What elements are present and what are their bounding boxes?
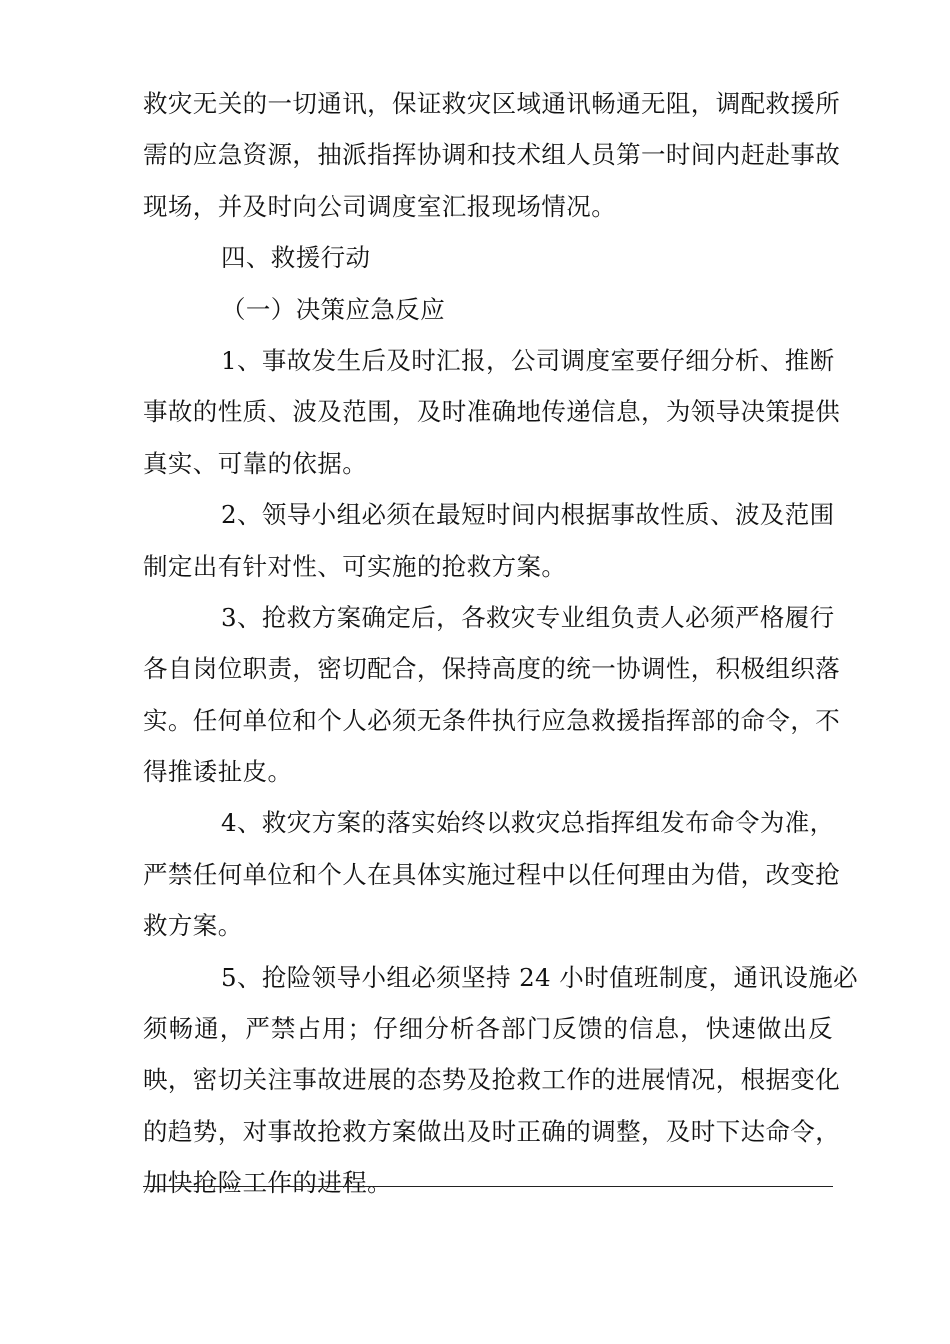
text-line: 事故的性质、波及范围，及时准确地传递信息，为领导决策提供: [143, 397, 841, 427]
text-line: 2、领导小组必须在最短时间内根据事故性质、波及范围: [221, 500, 835, 530]
text-line: 现场，并及时向公司调度室汇报现场情况。: [143, 191, 617, 221]
text-line: 真实、可靠的依据。: [143, 448, 368, 478]
text-line: 须畅通，严禁占用；仔细分析各部门反馈的信息，快速做出反: [143, 1014, 833, 1044]
text-line: 实。任何单位和个人必须无条件执行应急救援指挥部的命令，不: [143, 705, 841, 735]
text-line: 救方案。: [143, 911, 243, 941]
text-line: 得推诿扯皮。: [143, 757, 293, 787]
text-line: 救灾无关的一切通讯，保证救灾区域通讯畅通无阻，调配救援所: [143, 89, 841, 118]
text-line: 的趋势，对事故抢救方案做出及时正确的调整，及时下达命令，: [143, 1116, 841, 1146]
text-line: 制定出有针对性、可实施的抢救方案。: [143, 551, 567, 581]
section-heading: 四、救援行动: [221, 243, 371, 273]
text-line: 加快抢险工作的进程。: [143, 1168, 392, 1198]
text-line: 各自岗位职责，密切配合，保持高度的统一协调性，积极组织落: [143, 654, 841, 684]
text-line: 4、救灾方案的落实始终以救灾总指挥组发布命令为准，: [221, 808, 835, 838]
text-line: 5、抢险领导小组必须坚持 24 小时值班制度，通讯设施必: [221, 962, 859, 992]
text-line: 3、抢救方案确定后，各救灾专业组负责人必须严格履行: [221, 602, 835, 632]
footer-divider: [143, 1186, 833, 1187]
text-line: 1、事故发生后及时汇报，公司调度室要仔细分析、推断: [221, 345, 835, 375]
subsection-heading: （一）决策应急反应: [221, 294, 446, 324]
text-line: 严禁任何单位和个人在具体实施过程中以任何理由为借，改变抢: [143, 859, 841, 889]
document-body: [143, 78, 859, 1209]
text-line: 映，密切关注事故进展的态势及抢救工作的进展情况，根据变化: [143, 1065, 841, 1095]
text-line: 需的应急资源，抽派指挥协调和技术组人员第一时间内赶赴事故: [143, 140, 841, 170]
